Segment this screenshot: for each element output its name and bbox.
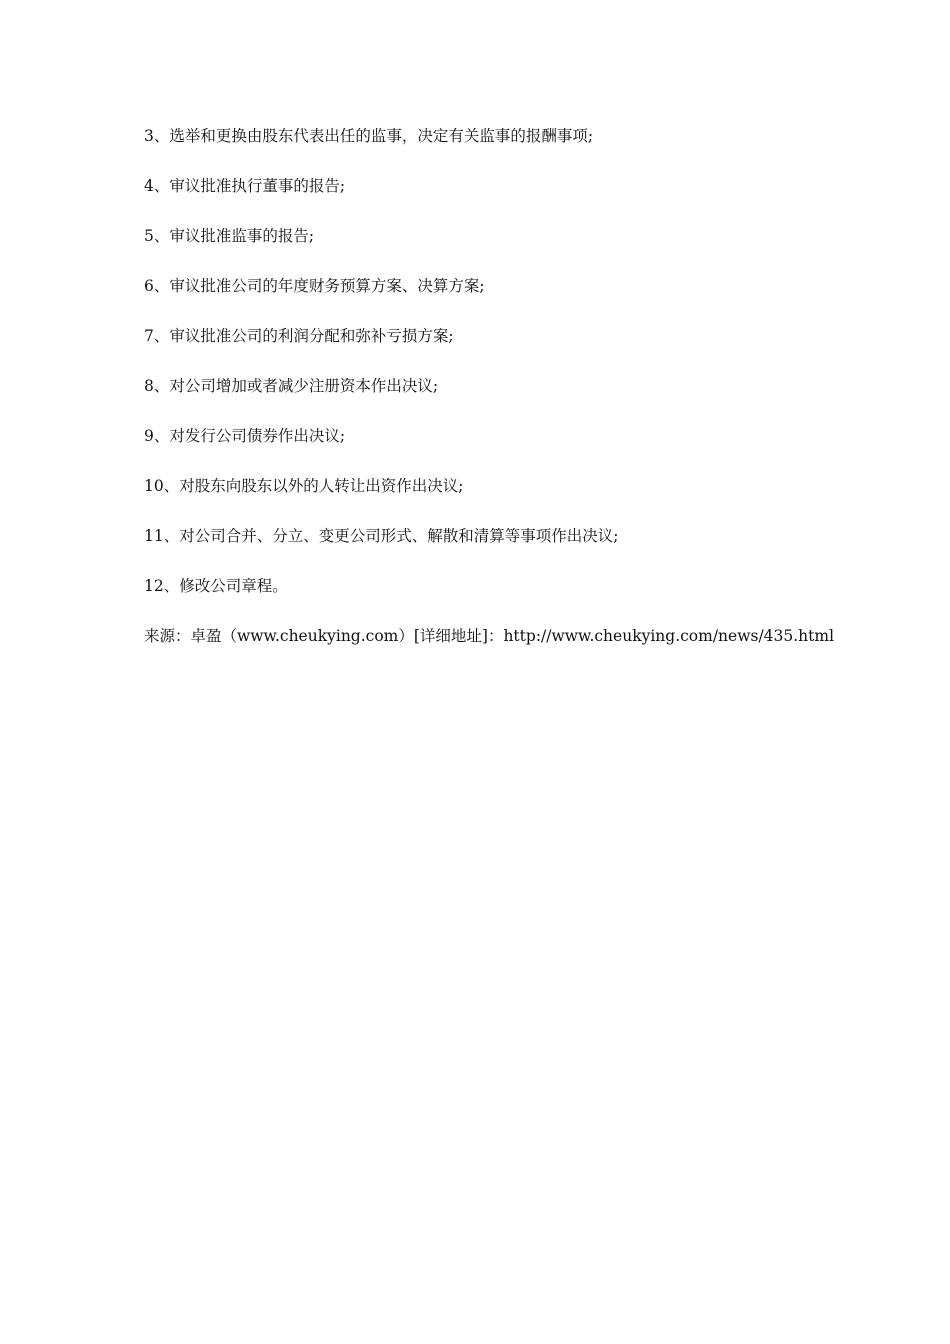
list-item: 4、审议批准执行董事的报告;	[144, 177, 346, 195]
list-item: 11、对公司合并、分立、变更公司形式、解散和清算等事项作出决议;	[144, 527, 619, 545]
source-line	[144, 622, 844, 650]
list-item: 6、审议批准公司的年度财务预算方案、决算方案;	[144, 277, 485, 295]
list-item: 10、对股东向股东以外的人转让出资作出决议;	[144, 477, 464, 495]
list-item: 5、审议批准监事的报告;	[144, 227, 315, 245]
document-page	[144, 122, 844, 650]
list-item: 12、修改公司章程。	[144, 577, 288, 595]
list-item: 3、选举和更换由股东代表出任的监事，决定有关监事的报酬事项;	[144, 127, 594, 145]
source-prefix: 来源：卓盈（www.cheukying.com）[详细地址]：	[144, 627, 504, 645]
list-item: 9、对发行公司债券作出决议;	[144, 427, 346, 445]
source-url-link[interactable]: http://www.cheukying.com/news/435.html	[503, 627, 835, 645]
list-item: 8、对公司增加或者减少注册资本作出决议;	[144, 377, 439, 395]
list-item: 7、审议批准公司的利润分配和弥补亏损方案;	[144, 327, 454, 345]
